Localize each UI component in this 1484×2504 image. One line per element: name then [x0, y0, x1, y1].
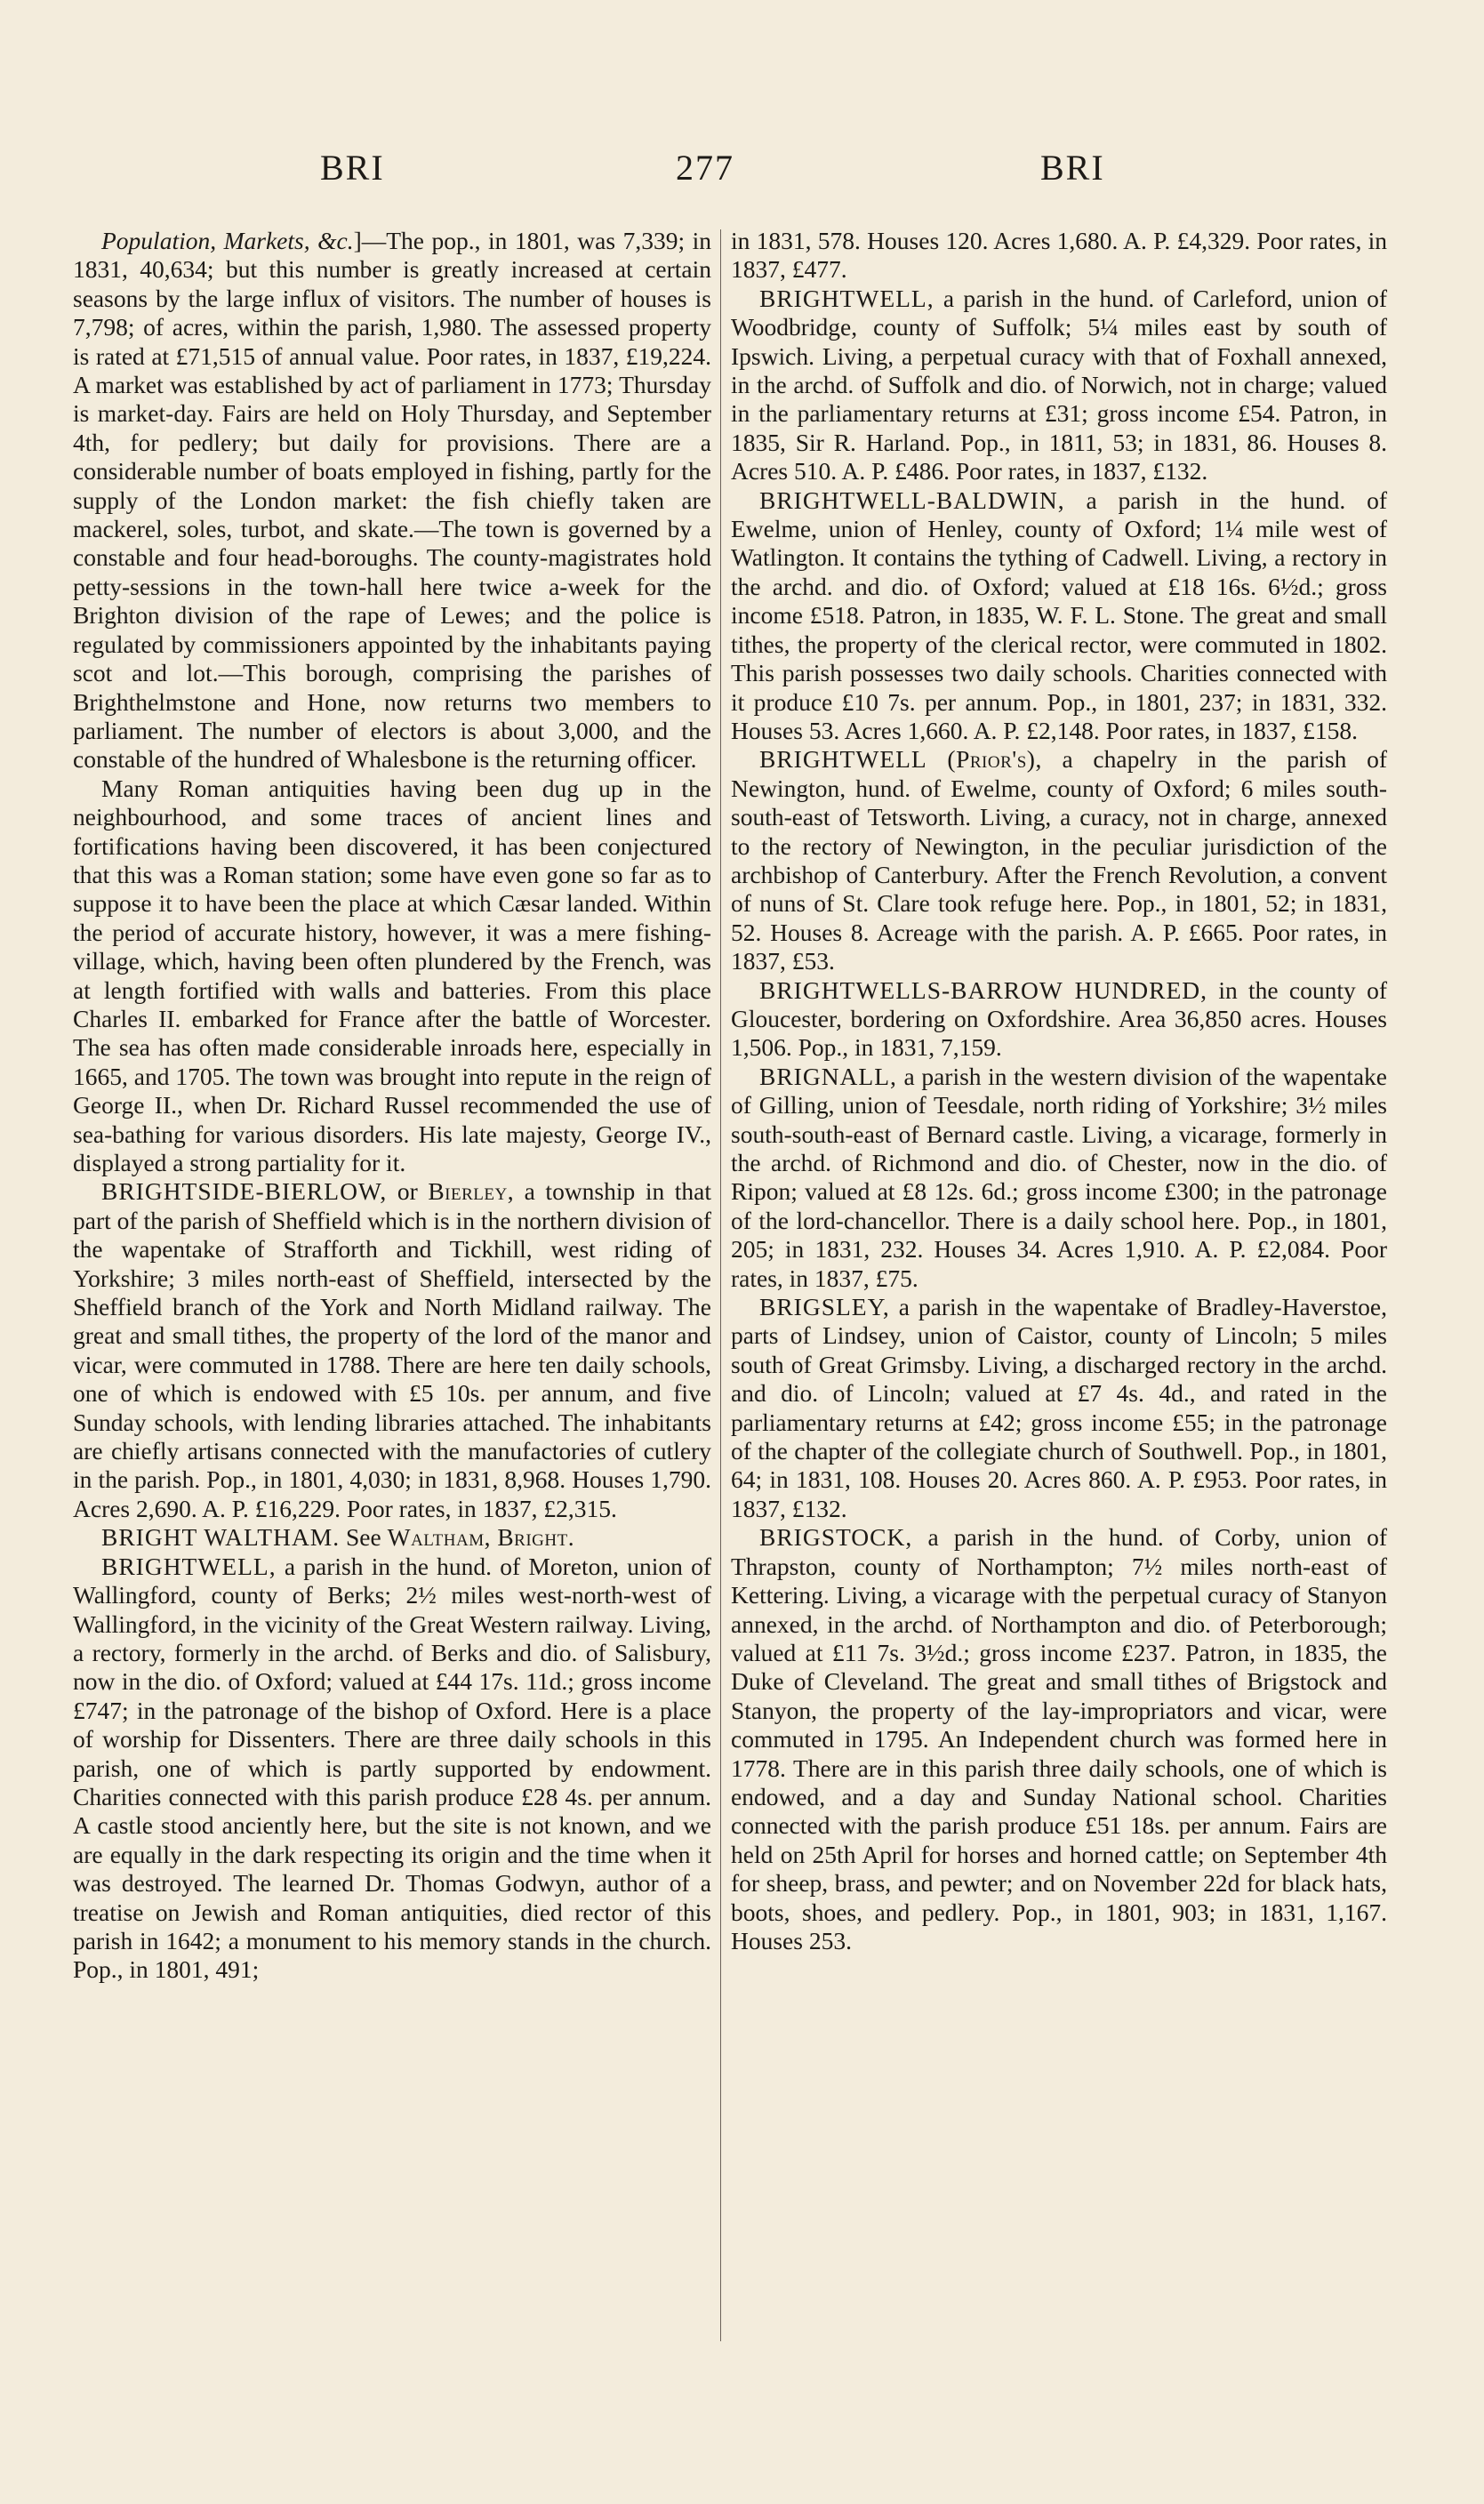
header-left-keyword: BRI — [320, 148, 385, 188]
entry-bright-waltham — [73, 1523, 711, 1552]
entry-text: a parish in the wapentake of Bradley-Haverstoe, parts of Lindsey, union of Caistor, county of Lincoln; 5 miles south of Great Grimsby. Living, a discharged rectory in the archd. and dio. of Lincoln; valued at £7 4s. 4d., and rated in the parliamentary returns at £42; gross income £55; in the patronage of the chapter of the collegiate church of Southwell. Pop., in 1801, 64; in 1831, 108. Houses 20. Acres 860. A. P. £953. Poor rates, in 1837, £132. — [731, 1293, 1387, 1522]
entry-headword: BRIGSLEY, — [759, 1293, 890, 1321]
entry-text: a parish in the hund. of Moreton, union of Wallingford, county of Berks; 2½ miles west-north-west of Wallingford, in the vicinity of the Great Western railway. Living, a rectory, formerly in the archd. of Berks and dio. of Salisbury, now in the dio. of Oxford; valued at £44 17s. 11d.; gross income £747; in the patronage of the bishop of Oxford. Here is a place of worship for Dissenters. There are three daily schools in this parish, one of which is partly supported by endowment. Charities connected with this parish produce £28 4s. per annum. A castle stood anciently here, but the site is not known, and we are equally in the dark respecting its origin and the time when it was destroyed. The learned Dr. Thomas Godwyn, author of a treatise on Jewish and Roman antiquities, died rector of this parish in 1642; a monument to his memory stands in the church. Pop., in 1801, 491; — [73, 1552, 711, 1984]
entry-continuation — [731, 227, 1387, 285]
section-lead: Population, Markets, &c. — [101, 227, 354, 254]
entry-text: a chapelry in the parish of Newington, hund. of Ewelme, county of Oxford; 6 miles south-south-east of Tetsworth. Living, a curacy, not in charge, annexed to the rectory of Newington, in the peculiar jurisdiction of the archbishop of Canterbury. After the French Revolution, a convent of nuns of St. Clare took refuge here. Pop., in 1801, 52; in 1831, 52. Houses 8. Acreage with the parish. A. P. £665. Poor rates, in 1837, £53. — [731, 745, 1387, 975]
entry-brightside-bierlow — [73, 1177, 711, 1523]
entry-headword: BRIGHT WALTHAM. — [101, 1523, 341, 1552]
entry-headword: BRIGHTWELL, — [759, 284, 935, 312]
entry-headword: BRIGHTWELLS-BARROW HUNDRED, — [759, 975, 1207, 1004]
entry-connector: See — [346, 1523, 381, 1552]
entry-brightwell-priors — [731, 745, 1387, 975]
entry-brightwell-baldwin — [731, 486, 1387, 746]
entry-headword: BRIGSTOCK, — [759, 1523, 913, 1552]
header-right-keyword: BRI — [1040, 148, 1105, 188]
entry-connector: or — [397, 1177, 418, 1206]
entry-text: Many Roman antiquities having been dug up in the neighbourhood, and some traces of ancient lines and fortifications having been discovered, it has been conjectured that this was a Roman station; some have even gone so far as to suppose it to have been the place at which Cæsar landed. Within the period of accurate history, however, it was a mere fishing-village, which, having been often plundered by the French, was at length fortified with walls and batteries. From this place Charles II. embarked for France after the battle of Worcester. The sea has often made considerable inroads here, especially in 1665, and 1705. The town was brought into repute in the reign of George II., when Dr. Richard Russel recommended the use of sea-bathing for various disorders. His late majesty, George IV., displayed a strong partiality for it. — [73, 774, 711, 1176]
entry-brightwell-berks — [73, 1553, 711, 1985]
entry-brightwell-suffolk — [731, 285, 1387, 486]
entry-headword: BRIGHTWELL-BALDWIN, — [759, 486, 1065, 514]
running-header — [0, 147, 1484, 200]
entry-text: ]—The pop., in 1801, was 7,339; in 1831, 40,634; but this number is greatly increased at certain seasons by the large influx of visitors. The number of houses is 7,798; of acres, within the parish, 1,980. The assessed property is rated at £71,515 of annual value. Poor rates, in 1837, £19,224. A market was established by act of parliament in 1773; Thursday is market-day. Fairs are held on Holy Thursday, and September 4th, for pedlery; but daily for provisions. There are a considerable number of boats employed in fishing, partly for the supply of the London market: the fish chiefly taken are mackerel, soles, turbot, and skate.—The town is governed by a constable and four head-boroughs. The county-magistrates hold petty-sessions in the town-hall here twice a-week for the Brighton division of the rape of Lewes; and the police is regulated by commissioners appointed by the inhabitants paying scot and lot.—This borough, comprising the parishes of Brighthelmstone and Hone, now returns two members to parliament. The number of electors is about 3,000, and the constable of the hundred of Whalesbone is the returning officer. — [73, 227, 711, 774]
column-divider — [720, 229, 721, 2341]
entry-alt-name: Bierley, — [428, 1177, 515, 1206]
entry-headword: BRIGHTSIDE-BIERLOW, — [101, 1177, 388, 1206]
right-column — [731, 227, 1387, 1955]
entry-brighton-antiquities — [73, 774, 711, 1178]
entry-brigsley — [731, 1293, 1387, 1523]
entry-text: a parish in the hund. of Ewelme, union of Henley, county of Oxford; 1¼ mile west of Watlington. It contains the tything of Cadwell. Living, a rectory in the archd. and dio. of Oxford; valued at £18 16s. 6½d.; gross income £518. Patron, in 1835, W. F. L. Stone. The great and small tithes, the property of the clerical rector, were commuted in 1802. This parish possesses two daily schools. Charities connected with it produce £10 7s. per annum. Pop., in 1801, 237; in 1831, 332. Houses 53. Acres 1,660. A. P. £2,148. Poor rates, in 1837, £158. — [731, 486, 1387, 744]
entry-headword: BRIGHTWELL, — [101, 1552, 277, 1580]
entry-brighton-population — [73, 227, 711, 774]
entry-brignall — [731, 1063, 1387, 1293]
left-column — [73, 227, 711, 1985]
entry-text: in 1831, 578. Houses 120. Acres 1,680. A. P. £4,329. Poor rates, in 1837, £477. — [731, 227, 1387, 284]
entry-text: in the county of Gloucester, bordering on Oxfordshire. Area 36,850 acres. Houses 1,506. Pop., in 1831, 7,159. — [731, 975, 1387, 1062]
entry-brigstock — [731, 1523, 1387, 1955]
entry-alt-name: (Prior's), — [947, 745, 1042, 774]
entry-text: a parish in the western division of the wapentake of Gilling, union of Teesdale, north riding of Yorkshire; 3½ miles south-south-east of Bernard castle. Living, a vicarage, formerly in the archd. of Richmond and dio. of Chester, now in the dio. of Ripon; valued at £8 12s. 6d.; gross income £300; in the patronage of the lord-chancellor. There is a daily school here. Pop., in 1801, 205; in 1831, 232. Houses 34. Acres 1,910. A. P. £2,084. Poor rates, in 1837, £75. — [731, 1062, 1387, 1292]
entry-text: a parish in the hund. of Corby, union of Thrapston, county of Northampton; 7½ miles north-east of Kettering. Living, a vicarage with the perpetual curacy of Stanyon annexed, in the archd. of Northampton and dio. of Peterborough; valued at £11 7s. 3½d.; gross income £237. Patron, in 1835, the Duke of Cleveland. The great and small tithes of Brigstock and Stanyon, the property of the lay-impropriators and vicar, were commuted in 1795. An Independent church was formed here in 1778. There are in this parish three daily schools, one of which is endowed, and a day and Sunday National school. Charities connected with the parish produce £51 18s. per annum. Fairs are held on 25th April for horses and horned cattle; on September 4th for sheep, brass, and pewter; and on November 22d for black hats, boots, shoes, and pedlery. Pop., in 1801, 903; in 1831, 1,167. Houses 253. — [731, 1523, 1387, 1954]
cross-reference: Waltham, Bright. — [387, 1523, 575, 1552]
entry-text: a parish in the hund. of Carleford, union of Woodbridge, county of Suffolk; 5¼ miles east by south of Ipswich. Living, a perpetual curacy with that of Foxhall annexed, in the archd. of Suffolk and dio. of Norwich, not in charge; valued in the parliamentary returns at £31; gross income £54. Patron, in 1835, Sir R. Harland. Pop., in 1811, 53; in 1831, 86. Houses 8. Acres 510. A. P. £486. Poor rates, in 1837, £132. — [731, 284, 1387, 486]
entry-headword: BRIGNALL, — [759, 1062, 897, 1090]
entry-brightwells-barrow — [731, 976, 1387, 1063]
entry-headword: BRIGHTWELL — [759, 745, 927, 774]
entry-text: a township in that part of the parish of Sheffield which is in the northern division of the wapentake of Strafforth and Tickhill, west riding of Yorkshire; 3 miles north-east of Sheffield, intersected by the Sheffield branch of the York and North Midland railway. The great and small tithes, the property of the lord of the manor and vicar, were commuted in 1788. There are here ten daily schools, one of which is endowed with £5 10s. per annum, and five Sunday schools, with lending libraries attached. The inhabitants are chiefly artisans connected with the manufactories of cutlery in the parish. Pop., in 1801, 4,030; in 1831, 8,968. Houses 1,790. Acres 2,690. A. P. £16,229. Poor rates, in 1837, £2,315. — [73, 1177, 712, 1522]
page-number: 277 — [676, 148, 734, 188]
